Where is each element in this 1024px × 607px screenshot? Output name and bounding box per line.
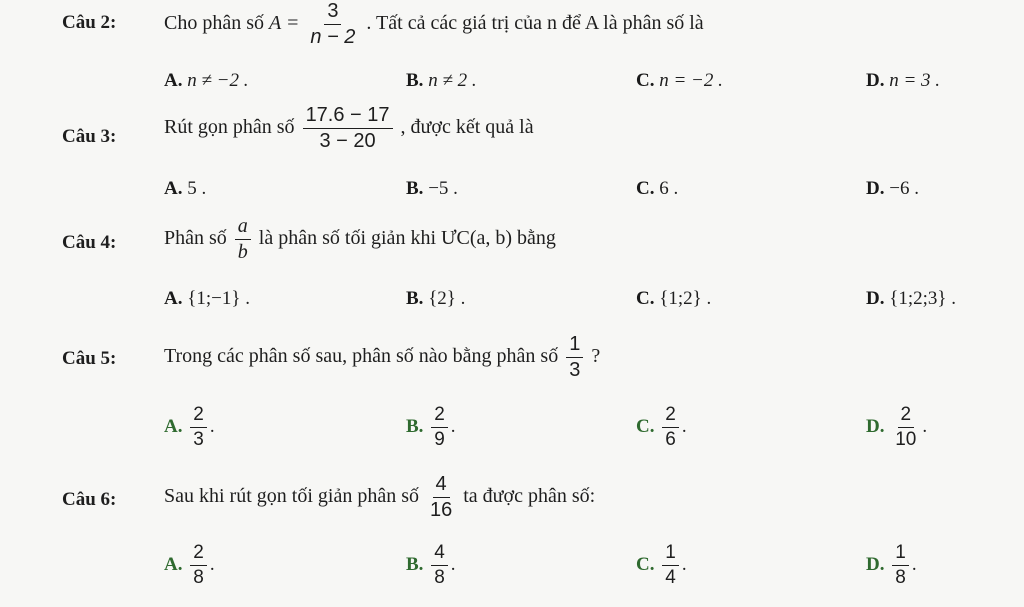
option-tail: . [450, 553, 456, 575]
option-fraction [431, 405, 448, 450]
question-5-fraction-numerator: 1 [566, 334, 583, 358]
question-2-lhs: A = [269, 12, 300, 35]
option-fraction [431, 543, 448, 588]
question-2-stem-pre: Cho phân số [164, 12, 264, 35]
question-2-option-d[interactable] [866, 70, 940, 92]
option-letter: B. [406, 288, 424, 309]
option-tail: . [209, 553, 215, 575]
question-4-option-d[interactable] [866, 288, 956, 310]
question-4-option-b[interactable] [406, 288, 465, 310]
question-3-option-a[interactable] [164, 178, 206, 200]
option-text: {2} . [428, 288, 466, 309]
option-denominator: 6 [665, 428, 676, 450]
option-numerator: 2 [190, 543, 207, 566]
question-4-fraction-denominator: b [237, 241, 248, 263]
option-fraction [662, 405, 679, 450]
option-numerator: 1 [662, 543, 679, 566]
question-6-fraction [427, 474, 455, 521]
question-5-option-b[interactable] [406, 405, 456, 450]
option-text: n ≠ −2 . [187, 70, 249, 91]
option-letter: C. [636, 70, 655, 91]
question-6-option-b[interactable] [406, 543, 456, 588]
option-letter: C. [636, 553, 655, 575]
option-letter: D. [866, 178, 885, 199]
option-text: {1;2;3} . [889, 288, 957, 309]
option-letter: A. [164, 70, 183, 91]
option-text: n ≠ 2 . [428, 70, 477, 91]
option-letter: C. [636, 178, 655, 199]
question-2-fraction [307, 1, 358, 48]
option-letter: B. [406, 178, 424, 199]
question-3-option-d[interactable] [866, 178, 919, 200]
question-3-label: Câu 3: [62, 126, 117, 147]
option-denominator: 9 [434, 428, 445, 450]
question-2-stem-post: . Tất cả các giá trị của n để A là phân số là [366, 12, 704, 35]
option-text: −6 . [889, 178, 919, 199]
option-numerator: 1 [892, 543, 909, 566]
option-numerator: 2 [431, 405, 448, 428]
option-tail: . [681, 415, 687, 437]
question-4-option-c[interactable] [636, 288, 711, 310]
option-tail: . [681, 553, 687, 575]
question-4-stem [164, 216, 556, 263]
question-3-stem-post: , được kết quả là [400, 116, 534, 139]
option-numerator: 2 [662, 405, 679, 428]
question-4-fraction-numerator: a [235, 216, 251, 240]
question-5-stem-pre: Trong các phân số sau, phân số nào bằng phân số [164, 345, 559, 368]
question-6-option-a[interactable] [164, 543, 215, 588]
option-fraction [190, 543, 207, 588]
option-text: {1;−1} . [187, 288, 250, 309]
question-4-stem-pre: Phân số [164, 227, 227, 250]
option-numerator: 4 [431, 543, 448, 566]
question-6-stem [164, 474, 595, 521]
question-2-label: Câu 2: [62, 12, 117, 33]
option-tail: . [911, 553, 917, 575]
option-text: 5 . [187, 178, 207, 199]
option-denominator: 8 [193, 566, 204, 588]
option-denominator: 3 [193, 428, 204, 450]
option-numerator: 2 [190, 405, 207, 428]
option-letter: B. [406, 70, 424, 91]
question-6-label: Câu 6: [62, 489, 117, 510]
question-2-option-a[interactable] [164, 70, 248, 92]
option-denominator: 8 [895, 566, 906, 588]
question-6-stem-pre: Sau khi rút gọn tối giản phân số [164, 485, 419, 508]
option-numerator: 2 [898, 405, 915, 428]
question-5-stem [164, 334, 600, 381]
question-3-option-c[interactable] [636, 178, 678, 200]
question-6-fraction-numerator: 4 [433, 474, 450, 498]
question-6-stem-post: ta được phân số: [463, 485, 596, 508]
question-4-fraction [235, 216, 251, 263]
option-letter: B. [406, 415, 424, 437]
question-3-option-b[interactable] [406, 178, 458, 200]
option-letter: C. [636, 415, 655, 437]
question-3-stem [164, 105, 534, 152]
question-3-stem-pre: Rút gọn phân số [164, 116, 295, 139]
question-4-stem-post: là phân số tối giản khi ƯC(a, b) bằng [258, 227, 556, 250]
option-letter: D. [866, 415, 885, 437]
question-5-fraction [566, 334, 583, 381]
question-3-fraction [303, 105, 393, 152]
option-letter: B. [406, 553, 424, 575]
option-tail: . [209, 415, 215, 437]
question-6-option-d[interactable] [866, 543, 917, 588]
question-2-fraction-numerator: 3 [324, 1, 341, 25]
question-2-fraction-denominator: n − 2 [310, 26, 356, 48]
question-6-option-c[interactable] [636, 543, 687, 588]
question-6-fraction-denominator: 16 [429, 499, 453, 521]
option-text: {1;2} . [659, 288, 712, 309]
question-2-stem [164, 1, 704, 48]
option-letter: D. [866, 288, 885, 309]
question-3-fraction-numerator: 17.6 − 17 [303, 105, 393, 129]
option-text: 6 . [659, 178, 679, 199]
option-letter: A. [164, 553, 183, 575]
question-5-label: Câu 5: [62, 348, 117, 369]
option-fraction [892, 405, 919, 450]
option-letter: A. [164, 415, 183, 437]
option-tail: . [450, 415, 456, 437]
question-5-stem-post: ? [591, 345, 601, 368]
option-denominator: 8 [434, 566, 445, 588]
option-letter: D. [866, 70, 885, 91]
option-letter: A. [164, 178, 183, 199]
question-4-option-a[interactable] [164, 288, 250, 310]
option-denominator: 4 [665, 566, 676, 588]
option-fraction [190, 405, 207, 450]
option-tail: . [922, 415, 928, 437]
option-fraction [892, 543, 909, 588]
option-letter: A. [164, 288, 183, 309]
option-text: n = 3 . [889, 70, 941, 91]
question-5-option-c[interactable] [636, 405, 687, 450]
option-text: −5 . [428, 178, 458, 199]
option-letter: D. [866, 553, 885, 575]
question-4-label: Câu 4: [62, 232, 117, 253]
option-letter: C. [636, 288, 655, 309]
option-denominator: 10 [895, 428, 917, 450]
question-5-option-d[interactable] [866, 405, 927, 450]
option-fraction [662, 543, 679, 588]
question-5-fraction-denominator: 3 [569, 359, 581, 381]
question-5-option-a[interactable] [164, 405, 215, 450]
question-2-option-c[interactable] [636, 70, 723, 92]
question-2-option-b[interactable] [406, 70, 477, 92]
option-text: n = −2 . [659, 70, 723, 91]
question-3-fraction-denominator: 3 − 20 [319, 130, 376, 152]
